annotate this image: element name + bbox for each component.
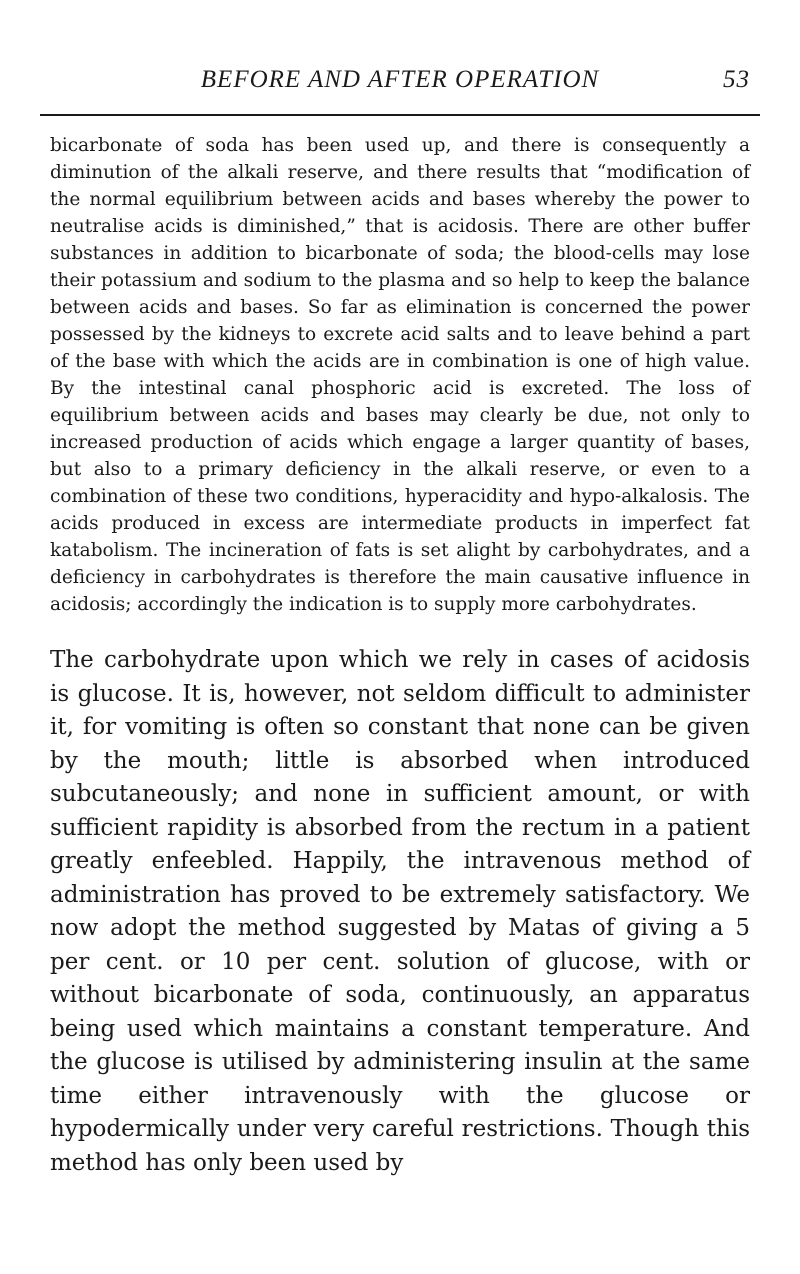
- running-head: [50, 62, 750, 102]
- running-title: BEFORE AND AFTER OPERATION: [200, 66, 600, 93]
- paragraph-2: The carbohydrate upon which we rely in cases of acidosis is glucose. It is, however, not seldom difficult to administer it, for vomiting is often so constant that none can be given by the mouth; little is absorbed when introduced subcutaneously; and none in sufficient amount, or with sufficient rapidity is absorbed from the rectum in a patient greatly enfeebled. Happily, the intravenous method of administration has proved to be extremely satisfactory. We now adopt the method suggested by Matas of giving a 5 per cent. or 10 per cent. solution of glucose, with or without bicarbonate of soda, continuously, an apparatus being used which maintains a constant temperature. And the glucose is utilised by administering insulin at the same time either intravenously with the glucose or hypodermically under very careful restrictions. Though this method has only been used by: [50, 647, 750, 1176]
- page-number: 53: [723, 66, 750, 93]
- paragraph-1: bicarbonate of soda has been used up, and there is consequently a diminution of the alkali reserve, and there results that “modification of the normal equilibrium between acids and bases whereby the power to neutralise acids is diminished,” that is acidosis. There are other buffer substances in addition to bicarbonate of soda; the blood-cells may lose their potassium and sodium to the plasma and so help to keep the balance between acids and bases. So far as elimination is concerned the power possessed by the kidneys to excrete acid salts and to leave behind a part of the base with which the acids are in combination is one of high value. By the intestinal canal phosphoric acid is excreted. The loss of equilibrium between acids and bases may clearly be due, not only to increased production of acids which engage a larger quantity of bases, but also to a primary deficiency in the alkali reserve, or even to a combination of these two conditions, hyperacidity and hypo-alkalosis. The acids produced in excess are intermediate products in imperfect fat katabolism. The incineration of fats is set alight by carbohydrates, and a deficiency in carbohydrates is therefore the main causative influence in acidosis; accordingly the indication is to supply more carbohydrates.: [50, 135, 750, 615]
- header-rule: [40, 114, 760, 116]
- book-page: [50, 62, 750, 1180]
